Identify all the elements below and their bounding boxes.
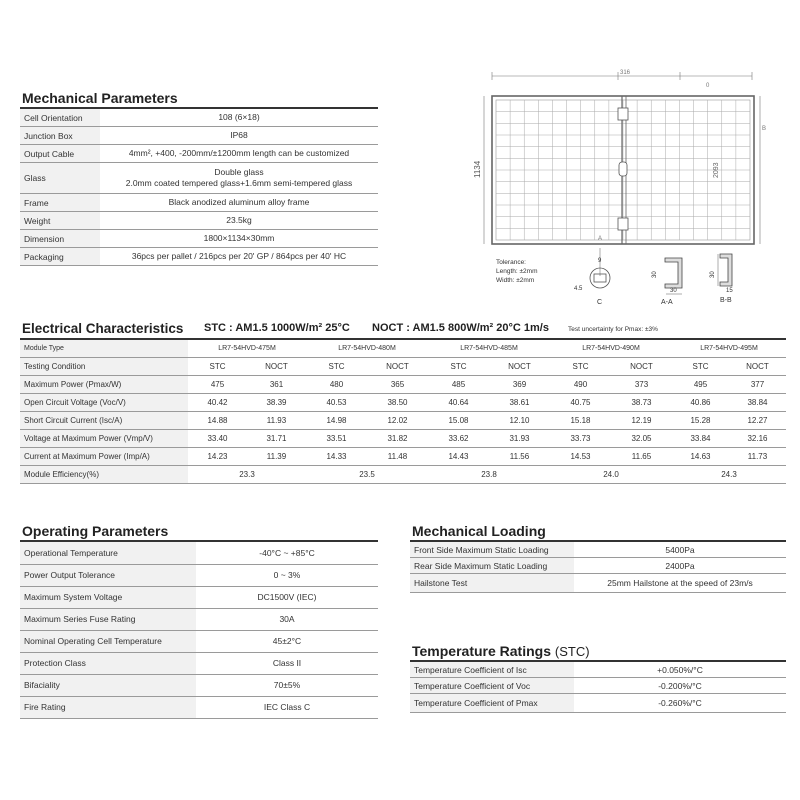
row-label: Fire Rating — [20, 696, 196, 718]
cell-value: 12.19 — [611, 412, 672, 430]
condition-stc: STC — [428, 358, 489, 376]
cell-value: 33.40 — [188, 430, 247, 448]
cell-value: 361 — [247, 376, 306, 394]
cell-value: 11.65 — [611, 448, 672, 466]
cell-value: 14.33 — [306, 448, 367, 466]
temperature-ratings-heading — [412, 643, 590, 659]
value-line: 23.5kg — [226, 215, 252, 225]
row-label: Protection Class — [20, 652, 196, 674]
table-row — [410, 678, 786, 694]
value-line: 1800×1134×30mm — [203, 233, 275, 243]
cell-value: 31.93 — [489, 430, 550, 448]
cell-value: 475 — [188, 376, 247, 394]
mechanical-loading-title: Mechanical Loading — [412, 523, 546, 539]
row-label: Front Side Maximum Static Loading — [410, 542, 574, 558]
row-label: Packaging — [20, 248, 100, 266]
cell-value: 365 — [367, 376, 428, 394]
top-dimension-label: 316 — [620, 70, 631, 76]
condition-noct: NOCT — [367, 358, 428, 376]
row-value: 30A — [196, 608, 378, 630]
row-value: DC1500V (IEC) — [196, 586, 378, 608]
row-value: 45±2°C — [196, 630, 378, 652]
junction-box-top — [618, 108, 628, 120]
table-row — [20, 412, 786, 430]
cell-value: 33.84 — [672, 430, 729, 448]
module-dimension-drawing — [470, 68, 790, 318]
cell-value: 15.18 — [550, 412, 611, 430]
value-line: Black anodized aluminum alloy frame — [168, 197, 310, 207]
svg-text:A-A: A-A — [661, 299, 673, 306]
testing-condition-row — [20, 358, 786, 376]
svg-text:C: C — [597, 299, 603, 306]
row-label: Temperature Coefficient of Pmax — [410, 694, 574, 713]
model-name: LR7-54HVD-475M — [188, 340, 306, 358]
value-line: 4mm², +400, -200mm/±1200mm length can be customized — [128, 148, 350, 158]
row-label: Nominal Operating Cell Temperature — [20, 630, 196, 652]
row-value: +0.050%/°C — [574, 662, 786, 678]
junction-box-bottom — [618, 218, 628, 230]
table-row — [20, 163, 378, 194]
svg-text:30: 30 — [652, 271, 658, 278]
cell-value: 40.86 — [672, 394, 729, 412]
section-c-detail — [574, 248, 610, 306]
row-value — [100, 127, 378, 145]
cell-value: 31.71 — [247, 430, 306, 448]
section-bb-profile — [710, 254, 733, 304]
table-row — [20, 674, 378, 696]
row-value: -40°C ~ +85°C — [196, 542, 378, 564]
table-row — [20, 376, 786, 394]
temperature-ratings-title: Temperature Ratings — [412, 643, 551, 659]
row-label: Temperature Coefficient of Voc — [410, 678, 574, 694]
top-right-dim-label: 0 — [706, 83, 710, 89]
row-label: Maximum System Voltage — [20, 586, 196, 608]
table-row — [20, 394, 786, 412]
temperature-ratings-suffix: (STC) — [554, 644, 590, 659]
cell-value: 38.73 — [611, 394, 672, 412]
table-row — [20, 608, 378, 630]
cell-value: 14.23 — [188, 448, 247, 466]
operating-parameters-title: Operating Parameters — [22, 523, 169, 539]
table-row — [410, 574, 786, 593]
module-type-row — [20, 340, 786, 358]
row-label: Dimension — [20, 230, 100, 248]
cell-value: 40.64 — [428, 394, 489, 412]
row-label: Voltage at Maximum Power (Vmp/V) — [20, 430, 188, 448]
condition-stc: STC — [672, 358, 729, 376]
table-row — [20, 145, 378, 163]
cell-value: 14.63 — [672, 448, 729, 466]
cell-value: 480 — [306, 376, 367, 394]
cell-value: 495 — [672, 376, 729, 394]
noct-conditions: NOCT : AM1.5 800W/m² 20°C 1m/s — [372, 322, 549, 334]
row-label: Module Efficiency(%) — [20, 466, 188, 484]
cell-value: 12.02 — [367, 412, 428, 430]
table-row — [20, 542, 378, 564]
section-aa-profile — [652, 258, 682, 306]
row-value — [100, 194, 378, 212]
table-row — [410, 694, 786, 713]
table-row — [20, 194, 378, 212]
cell-value: 377 — [729, 376, 786, 394]
cell-value: 11.48 — [367, 448, 428, 466]
row-value — [100, 163, 378, 194]
condition-noct: NOCT — [489, 358, 550, 376]
table-row — [20, 248, 378, 266]
cell-value: 11.39 — [247, 448, 306, 466]
cell-value: 32.05 — [611, 430, 672, 448]
mechanical-loading-table — [410, 542, 786, 593]
row-label: Temperature Coefficient of Isc — [410, 662, 574, 678]
svg-text:B-B: B-B — [720, 297, 732, 304]
row-label: Open Circuit Voltage (Voc/V) — [20, 394, 188, 412]
cell-value: 33.62 — [428, 430, 489, 448]
tolerance-length: Length: ±2mm — [496, 268, 538, 275]
cell-value: 33.51 — [306, 430, 367, 448]
table-row — [20, 127, 378, 145]
cell-value: 32.16 — [729, 430, 786, 448]
value-line: 2.0mm coated tempered glass+1.6mm semi-tempered glass — [125, 178, 353, 188]
cell-value: 38.84 — [729, 394, 786, 412]
cell-value: 14.98 — [306, 412, 367, 430]
row-label: Hailstone Test — [410, 574, 574, 593]
row-value: -0.200%/°C — [574, 678, 786, 694]
row-value: IEC Class C — [196, 696, 378, 718]
table-row — [20, 430, 786, 448]
cell-value: 490 — [550, 376, 611, 394]
module-length-label: 2093 — [713, 162, 720, 178]
table-row — [20, 230, 378, 248]
table-row — [20, 586, 378, 608]
tolerance-width: Width: ±2mm — [496, 277, 535, 284]
stc-conditions: STC : AM1.5 1000W/m² 25°C — [204, 322, 350, 334]
cell-value: 14.88 — [188, 412, 247, 430]
svg-text:4.5: 4.5 — [574, 286, 583, 292]
efficiency-value: 24.0 — [550, 466, 672, 484]
cell-value: 40.75 — [550, 394, 611, 412]
cell-value: 11.73 — [729, 448, 786, 466]
condition-noct: NOCT — [247, 358, 306, 376]
table-row — [410, 542, 786, 558]
row-value: 70±5% — [196, 674, 378, 696]
cell-value: 14.43 — [428, 448, 489, 466]
cell-value: 369 — [489, 376, 550, 394]
row-value — [100, 230, 378, 248]
table-row — [20, 109, 378, 127]
row-value — [100, 248, 378, 266]
model-name: LR7-54HVD-495M — [672, 340, 786, 358]
model-name: LR7-54HVD-485M — [428, 340, 550, 358]
junction-box-middle — [619, 162, 627, 176]
svg-text:30: 30 — [710, 271, 716, 278]
cell-value: 485 — [428, 376, 489, 394]
cell-value: 38.39 — [247, 394, 306, 412]
temperature-ratings-table — [410, 662, 786, 713]
row-label: Glass — [20, 163, 100, 194]
value-line: Double glass — [214, 167, 264, 177]
row-label: Operational Temperature — [20, 542, 196, 564]
module-efficiency-row — [20, 466, 786, 484]
row-label: Maximum Series Fuse Rating — [20, 608, 196, 630]
svg-text:30: 30 — [670, 288, 677, 294]
condition-noct: NOCT — [729, 358, 786, 376]
svg-text:9: 9 — [598, 258, 602, 264]
tolerance-title: Tolerance: — [496, 259, 526, 266]
row-label: Module Type — [20, 340, 188, 358]
row-label: Cell Orientation — [20, 109, 100, 127]
row-label: Power Output Tolerance — [20, 564, 196, 586]
svg-text:A: A — [598, 236, 603, 242]
cell-value: 38.50 — [367, 394, 428, 412]
svg-text:15: 15 — [726, 288, 733, 294]
value-line: 36pcs per pallet / 216pcs per 20' GP / 864pcs per 40' HC — [131, 251, 347, 261]
cell-value: 40.42 — [188, 394, 247, 412]
row-value: 5400Pa — [574, 542, 786, 558]
module-height-label: 1134 — [473, 160, 482, 178]
cell-value: 15.28 — [672, 412, 729, 430]
row-value: -0.260%/°C — [574, 694, 786, 713]
efficiency-value: 24.3 — [672, 466, 786, 484]
efficiency-value: 23.3 — [188, 466, 306, 484]
table-row — [410, 558, 786, 574]
row-value — [100, 212, 378, 230]
table-row — [20, 630, 378, 652]
row-label: Output Cable — [20, 145, 100, 163]
cell-value: 373 — [611, 376, 672, 394]
mechanical-parameters-table — [20, 109, 378, 266]
electrical-characteristics-title: Electrical Characteristics — [22, 321, 184, 336]
cell-value: 33.73 — [550, 430, 611, 448]
row-label: Rear Side Maximum Static Loading — [410, 558, 574, 574]
row-value: 25mm Hailstone at the speed of 23m/s — [574, 574, 786, 593]
table-row — [20, 212, 378, 230]
row-label: Current at Maximum Power (Imp/A) — [20, 448, 188, 466]
model-name: LR7-54HVD-480M — [306, 340, 428, 358]
row-label: Testing Condition — [20, 358, 188, 376]
efficiency-value: 23.8 — [428, 466, 550, 484]
row-value — [100, 109, 378, 127]
svg-text:B: B — [762, 126, 767, 132]
table-row — [20, 564, 378, 586]
cell-value: 40.53 — [306, 394, 367, 412]
value-line: IP68 — [230, 130, 248, 140]
cell-value: 14.53 — [550, 448, 611, 466]
pmax-uncertainty-note: Test uncertainty for Pmax: ±3% — [568, 326, 658, 333]
cell-value: 31.82 — [367, 430, 428, 448]
condition-noct: NOCT — [611, 358, 672, 376]
row-label: Weight — [20, 212, 100, 230]
condition-stc: STC — [306, 358, 367, 376]
model-name: LR7-54HVD-490M — [550, 340, 672, 358]
row-value — [100, 145, 378, 163]
cell-value: 11.93 — [247, 412, 306, 430]
row-label: Junction Box — [20, 127, 100, 145]
cell-value: 12.27 — [729, 412, 786, 430]
efficiency-value: 23.5 — [306, 466, 428, 484]
condition-stc: STC — [550, 358, 611, 376]
row-value: 2400Pa — [574, 558, 786, 574]
row-value: 0 ~ 3% — [196, 564, 378, 586]
row-label: Bifaciality — [20, 674, 196, 696]
condition-stc: STC — [188, 358, 247, 376]
cell-value: 38.61 — [489, 394, 550, 412]
row-label: Maximum Power (Pmax/W) — [20, 376, 188, 394]
row-value: Class II — [196, 652, 378, 674]
table-row — [20, 652, 378, 674]
cell-value: 12.10 — [489, 412, 550, 430]
electrical-characteristics-table — [20, 340, 786, 484]
row-label: Short Circuit Current (Isc/A) — [20, 412, 188, 430]
cell-value: 11.56 — [489, 448, 550, 466]
row-label: Frame — [20, 194, 100, 212]
table-row — [410, 662, 786, 678]
cell-value: 15.08 — [428, 412, 489, 430]
mechanical-parameters-title: Mechanical Parameters — [22, 90, 178, 106]
table-row — [20, 696, 378, 718]
value-line: 108 (6×18) — [218, 112, 260, 122]
operating-parameters-table — [20, 542, 378, 719]
table-row — [20, 448, 786, 466]
